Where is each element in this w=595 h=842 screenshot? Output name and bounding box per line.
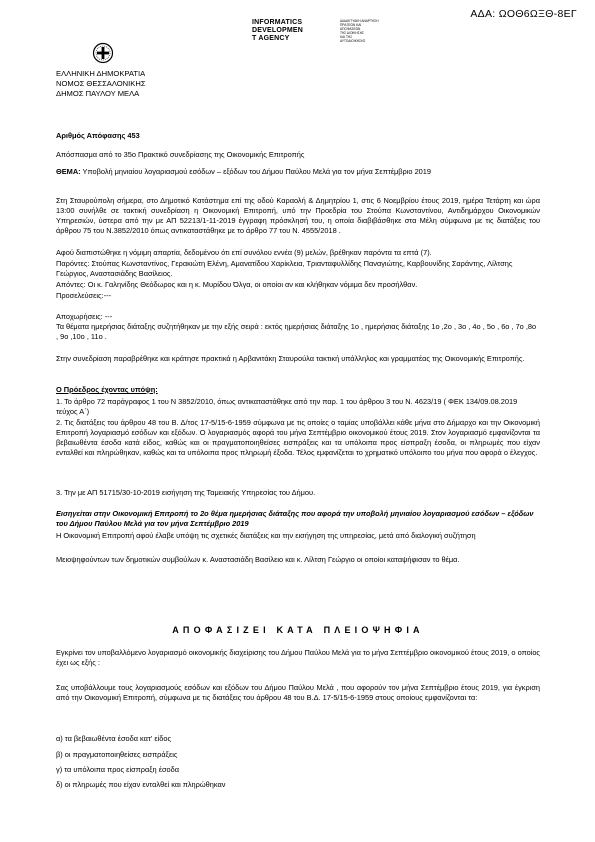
list-item: γ) τα υπόλοιπα προς είσπραξη έσοδα — [56, 765, 180, 774]
list-item: δ) οι πληρωμές που είχαν ενταλθεί και πληρώθηκαν — [56, 780, 226, 789]
present-paragraph: Παρόντες: Στούπας Κωνσταντίνος, Γερακιώτη Ελένη, Αμανατίδου Χαρίκλεια, Τριανταφυλλίδης Παναγιώτης, Καρβουνίδης Σαράντης, Λίλτσης Γεώργιος, Αναστασιάδης Βασίλειος. — [56, 259, 513, 278]
item-2: 2. Τις διατάξεις του άρθρου 48 του Β. Δ/τος 17-5/15-6-1959 σύμφωνα με τις οποίες ο ταμίας υποβάλλει κάθε μήνα στο Δήμαρχο και την Οικονομική Επιτροπή λογαριασμό εσόδων και εξόδων. Ο λογαριασμός αφορά του μήνα Σεπτέμβριο οικονομικού έτους 2019. Στον λογαριασμό εμφανίζονται τα βεβαιωθέντα έσοδα κατά είδος, καθώς και οι πραγματοποιηθείσες εισπράξεις και τα υπόλοιπα προς είσπραξη έσοδα, οι πληρωμές που είχαν ενταλθεί και πληρώθηκαν, καθώς και τα υπόλοιπα προς πληρωμή έξοδα. Τέλος εμφανίζεται το χρηματικό υπόλοιπο του μήνα που αφορά ο έλεγχος. — [56, 418, 540, 457]
item-3: 3. Την με ΑΠ 51715/30-10-2019 εισήγηση της Ταμειακής Υπηρεσίας του Δήμου. — [56, 488, 316, 497]
item-1: 1. Το άρθρο 72 παράγραφος 1 του Ν 3852/2010, όπως αντικαταστάθηκε από την παρ. 1 του άρθρου 3 του Ν. 4623/19 ( ΦΕΚ 134/09.08.2019 τεύχος Α΄) — [56, 397, 518, 416]
departures-line: Αποχωρήσεις: --- — [56, 312, 113, 321]
ida-line: T AGENCY — [252, 35, 290, 42]
header-line: ΕΛΛΗΝΙΚΗ ΔΗΜΟΚΡΑΤΙΑ — [56, 69, 146, 78]
arrivals-line: Προσελεύσεις:--- — [56, 291, 112, 300]
dissent-paragraph: Μειοψηφούντων των δημοτικών συμβούλων κ. Αναστασιάδη Βασίλειο και κ. Λίλτση Γεώργιο οι οποίοι καταψήφισαν το θέμα. — [56, 555, 460, 564]
ida-sub-line: ΑΠΟΦΑΣΕΩΝ — [340, 27, 361, 31]
intro-paragraph: Στη Σταυρούπολη σήμερα, στο Δημοτικό Κατάστημα επί της οδού Καραολή & Δημητρίου 1, στις 6 Νοεμβρίου έτους 2019, ημέρα Τετάρτη και ώρα 13:00 συνήλθε σε τακτική συνεδρίαση η Οικονομική Επιτροπή, υπό την Προεδρία του Στούπα Κωνσταντίνου, Αντιδημάρχου Οικονομικών Υπηρεσιών, ύστερα από την με ΑΠ 52213/1-11-2019 έγγραφη πρόσκλησή του, η οποία διαβιβάσθηκε στα Μέλη σύμφωνα με τις διατάξεις του άρθρου 75 του Ν.3852/2010 όπως αντικαταστάθηκε με το άρθρο 77 του Ν. 4555/2018 . — [56, 196, 540, 235]
ida-logo — [252, 19, 379, 43]
excerpt-line: Απόσπασμα από το 35ο Πρακτικό συνεδρίασης της Οικονομικής Επιτροπής — [56, 150, 305, 159]
ida-sub-line: ΚΑΙ ΤΗΣ — [340, 35, 353, 39]
chair-heading: Ο Πρόεδρος έχοντας υπόψη: — [56, 385, 158, 394]
ida-sub-line: ΠΡΑΞΕΩΝ ΚΑΙ — [340, 23, 362, 27]
agenda-paragraph: Τα θέματα ημερήσιας διάταξης συζητήθηκαν με την εξής σειρά : εκτός ημερήσιας διάταξης 1ο , ημερήσιας διάταξης 1ο ,2ο , 3ο , 4ο , 5ο , 6ο , 7ο ,8ο , 9ο ,10ο , 11ο . — [56, 322, 537, 341]
ida-sub-line: ΔΙΑΔΙΚΤΥΑΚΗ ΑΝΑΡΤΗΣΗ — [340, 19, 379, 23]
decision-number: Αριθμός Απόφασης 453 — [56, 131, 140, 140]
submission-paragraph: Σας υποβάλλουμε τους λογαριασμούς εσόδων και εξόδων του Δήμου Παύλου Μελά , που αφορούν τον μήνα Σεπτέμβριο έτους 2019, για έγκριση από την Οικονομική Επιτροπή, σύμφωνα με τις διατάξεις του άρθρου 48 του Β.Δ. 17-5/15-6-1959 στους οποίους εμφανίζονται τα: — [56, 683, 540, 702]
ida-sub-line: ΑΥΤΟΔΙΟΙΚΗΣΗΣ — [340, 39, 366, 43]
committee-paragraph: Η Οικονομική Επιτροπή αφού έλαβε υπόψη τις σχετικές διατάξεις και την εισήγηση της υπηρεσίας, μετά από διαλογική συζήτηση — [56, 531, 476, 540]
greek-emblem-icon — [92, 42, 114, 64]
absent-paragraph: Απόντες: Οι κ. Γαληνίδης Θεόδωρος και η κ. Μυρίδου Όλγα, οι οποίοι αν και κλήθηκαν νόμιμα δεν προσήλθαν. — [56, 280, 418, 289]
approval-paragraph: Εγκρίνει τον υποβαλλόμενο λογαριασμό οικονομικής διαχείρισης του Δήμου Παύλου Μελά για το μήνα Σεπτέμβριο οικονομικού έτους 2019, ο οποίος έχει ως εξής : — [56, 648, 540, 667]
decision-heading: ΑΠΟΦΑΣΙΖΕΙ ΚΑΤΑ ΠΛΕΙΟΨΗΦΙΑ — [172, 625, 424, 635]
subject-label: ΘΕΜΑ: — [56, 167, 81, 176]
ada-code: ΑΔΑ: ΩΟΘ6ΩΞΘ-8ΕΓ — [470, 8, 577, 20]
subject-line — [56, 167, 540, 177]
minutes-paragraph: Στην συνεδρίαση παραβρέθηκε και κράτησε πρακτικά η Αρβανιτάκη Σταυρούλα τακτική υπάλληλος και γραμματέας της Οικονομικής Επιτροπής. — [56, 354, 525, 363]
ida-line: INFORMATICS — [252, 19, 303, 26]
proposal-heading: Εισηγείται στην Οικονομική Επιτροπή το 2ο θέμα ημερήσιας διάταξης που αφορά την υποβολή μηνιαίου λογαριασμού εσόδων – εξόδων του Δήμου Παύλου Μελά για τον μήνα Σεπτέμβριο 2019 — [56, 509, 534, 528]
list-item: β) οι πραγματοποιηθείσες εισπράξεις — [56, 750, 178, 759]
ida-line: DEVELOPMEN — [252, 27, 304, 34]
subject-text: Υποβολή μηνιαίου λογαριασμού εσόδων – εξόδων του Δήμου Παύλου Μελά για τον μήνα Σεπτέμβριο 2019 — [80, 167, 432, 176]
list-item: α) τα βεβαιωθέντα έσοδα κατ' είδος — [56, 734, 172, 743]
header-line: ΝΟΜΟΣ ΘΕΣΣΑΛΟΝΙΚΗΣ — [56, 79, 146, 88]
ida-sub-line: ΤΗΣ ΔΙΟΙΚΗΣΗΣ — [340, 31, 364, 35]
quorum-paragraph: Αφού διαπιστώθηκε η νόμιμη απαρτία, δεδομένου ότι επί συνόλου εννέα (9) μελών, βρέθηκαν παρόντα τα επτά (7). — [56, 248, 432, 257]
issuer-header — [56, 69, 146, 99]
header-line: ΔΗΜΟΣ ΠΑΥΛΟΥ ΜΕΛΑ — [56, 89, 140, 98]
